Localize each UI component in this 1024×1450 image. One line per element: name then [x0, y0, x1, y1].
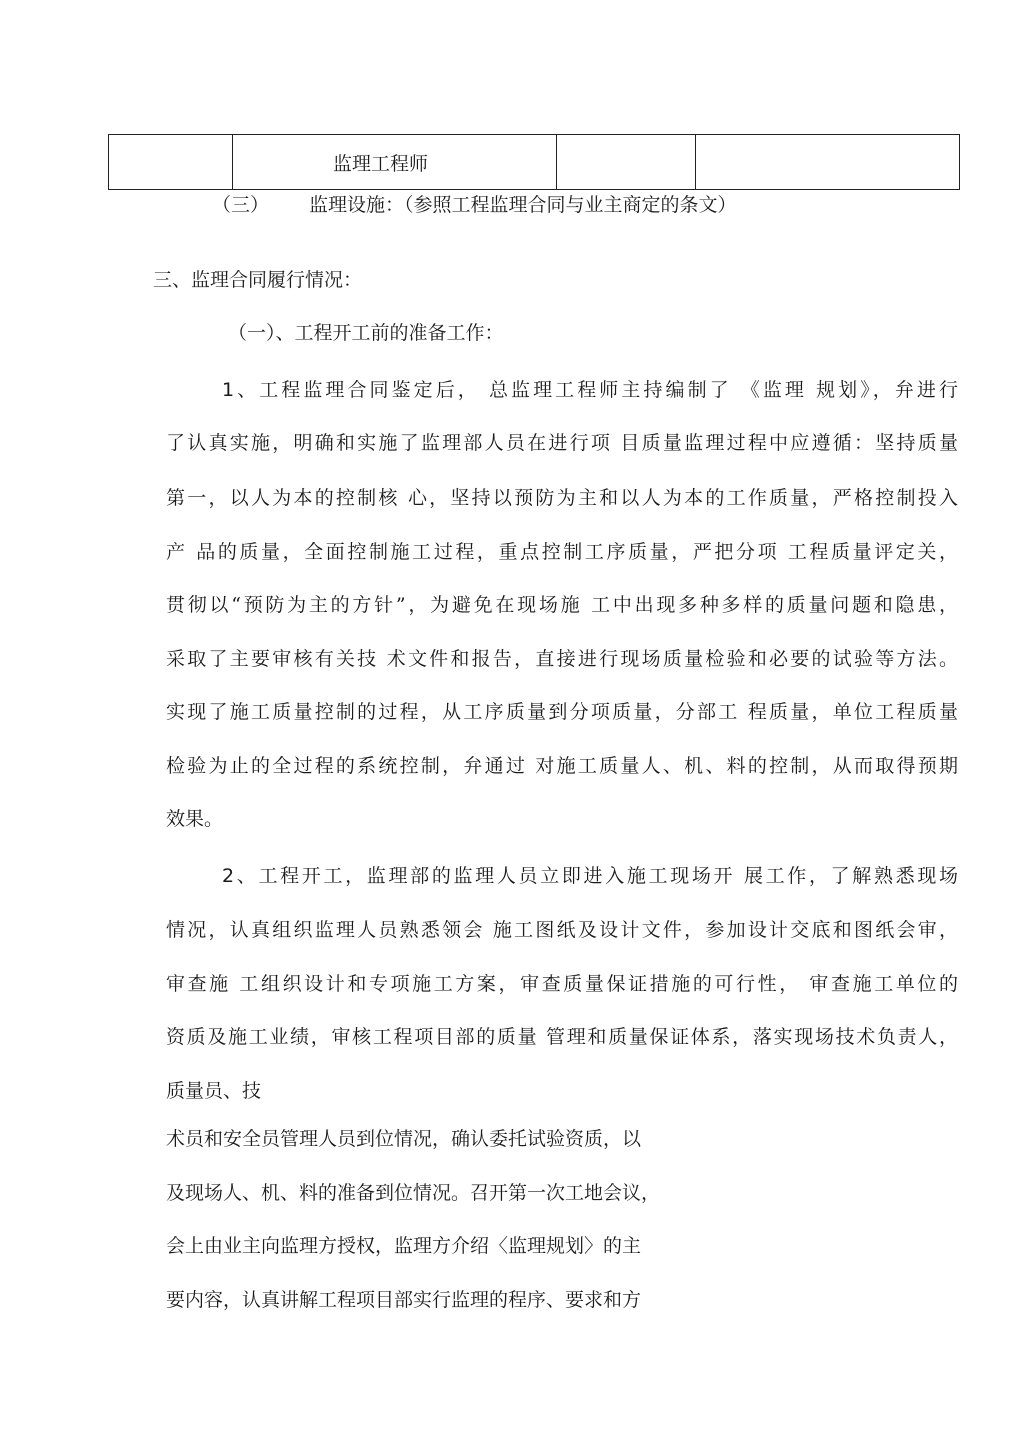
paragraph-2-line: 审查施 工组织设计和专项施工方案，审查质量保证措施的可行性， 审查施工单位的 — [166, 973, 958, 995]
table-cell — [109, 135, 233, 190]
paragraph-1-line: 第一，以人为本的控制核 心，坚持以预防为主和以人为本的工作质量，严格控制投入 — [166, 487, 958, 509]
subsection-text: 监理设施：（参照工程监理合同与业主商定的条文） — [309, 194, 737, 216]
paragraph-2-line: 资质及施工业绩，审核工程项目部的质量 管理和质量保证体系，落实现场技术负责人， — [166, 1026, 958, 1048]
paragraph-2-line: 2、工程开工，监理部的监理人员立即进入施工现场开 展工作，了解熟悉现场 — [222, 865, 958, 887]
paragraph-1-line: 了认真实施，明确和实施了监理部人员在进行项 目质量监理过程中应遵循：坚持质量 — [166, 432, 958, 454]
paragraph-1-line: 效果。 — [166, 808, 224, 830]
subsection-label: （三） — [212, 194, 270, 216]
paragraph-3-line: 要内容，认真讲解工程项目部实行监理的程序、要求和方 — [166, 1289, 642, 1311]
paragraph-1-line: 1、工程监理合同鉴定后， 总监理工程师主持编制了 《监理 规划》，弁进行 — [222, 379, 958, 401]
paragraph-3-line: 术员和安全员管理人员到位情况，确认委托试验资质，以 — [166, 1128, 642, 1150]
subsection-facilities — [212, 193, 737, 217]
paragraph-1-line: 贯彻以“预防为主的方针”，为避免在现场施 工中出现多种多样的质量问题和隐患， — [166, 594, 958, 616]
table-cell — [557, 135, 696, 190]
paragraph-3-line: 及现场人、机、料的准备到位情况。召开第一次工地会议， — [166, 1182, 661, 1204]
section-heading: 三、监理合同履行情况： — [153, 269, 363, 291]
paragraph-2-line: 情况，认真组织监理人员熟悉领会 施工图纸及设计文件，参加设计交底和图纸会审， — [166, 919, 958, 941]
paragraph-number: 1 — [222, 379, 235, 401]
paragraph-2-line: 质量员、技 — [166, 1080, 262, 1102]
paragraph-1-line: 实现了施工质量控制的过程，从工序质量到分项质量，分部工 程质量，单位工程质量 — [166, 701, 958, 723]
staff-table — [108, 134, 960, 190]
table-cell — [696, 135, 960, 190]
paragraph-3-line: 会上由业主向监理方授权，监理方介绍〈监理规划〉的主 — [166, 1235, 642, 1257]
sub-heading: （一）、工程开工前的准备工作： — [228, 322, 504, 344]
table-row — [109, 135, 960, 190]
table-cell-role: 监理工程师 — [233, 135, 557, 190]
paragraph-1-line: 采取了主要审核有关技 术文件和报告，直接进行现场质量检验和必要的试验等方法。 — [166, 648, 958, 670]
paragraph-1-line: 产 品的质量，全面控制施工过程，重点控制工序质量，严把分项 工程质量评定关， — [166, 541, 958, 563]
paragraph-1-line: 检验为止的全过程的系统控制，弁通过 对施工质量人、机、料的控制，从而取得预期 — [166, 755, 958, 777]
paragraph-number: 2 — [222, 865, 235, 887]
